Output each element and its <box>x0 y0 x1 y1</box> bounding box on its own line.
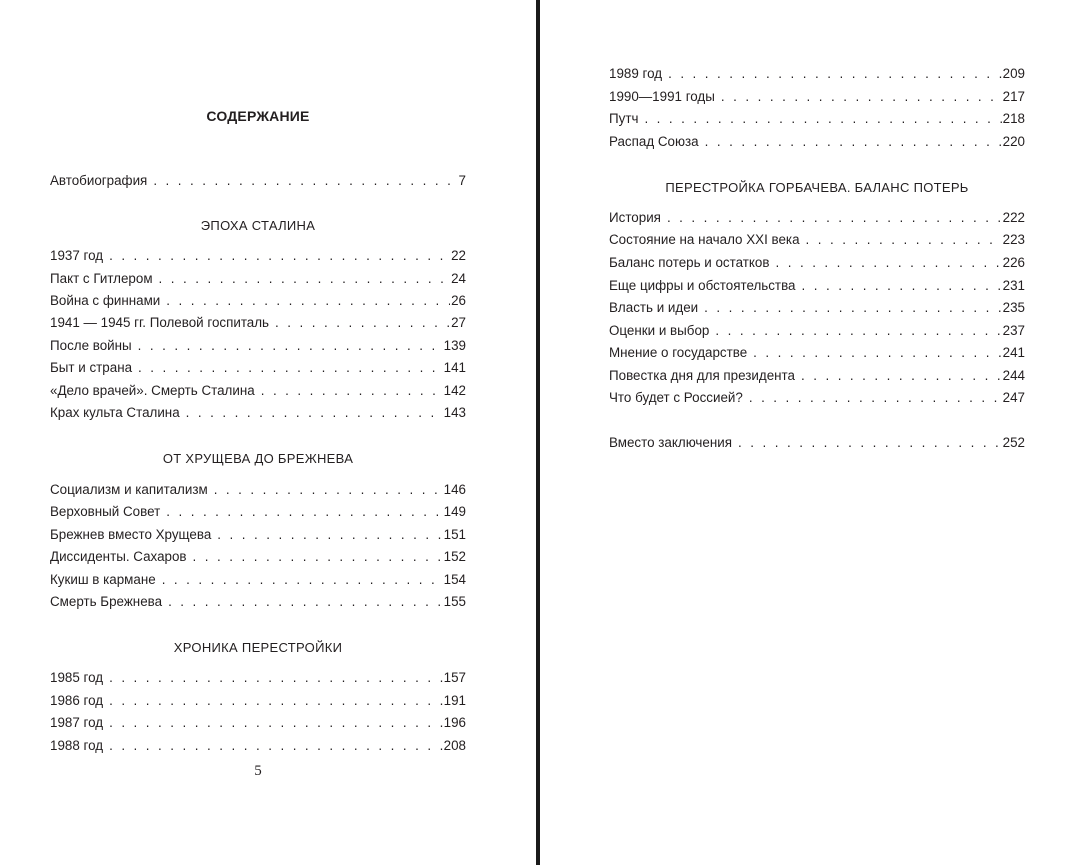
toc-entry-page: 220 <box>1002 134 1025 149</box>
dot-leader <box>705 133 1002 151</box>
right-page-column <box>609 0 1025 865</box>
toc-entry[interactable] <box>50 481 466 499</box>
dot-leader <box>109 692 443 710</box>
toc-entry-title: Быт и страна <box>50 360 133 375</box>
dot-leader <box>214 481 443 499</box>
toc-entry-title: 1941 — 1945 гг. Полевой госпиталь <box>50 315 270 330</box>
dot-leader <box>109 247 450 265</box>
toc-entry[interactable] <box>609 65 1025 83</box>
toc-entry-title: Война с финнами <box>50 293 161 308</box>
dot-leader <box>217 526 442 544</box>
toc-entry-page: 141 <box>443 360 466 375</box>
dot-leader <box>704 299 1002 317</box>
toc-entry[interactable] <box>50 526 466 544</box>
toc-entry[interactable] <box>50 314 466 332</box>
toc-entry-page: 22 <box>451 248 466 263</box>
toc-entry-page: 237 <box>1002 323 1025 338</box>
dot-leader <box>275 314 450 332</box>
toc-entry-page: 209 <box>1002 66 1025 81</box>
toc-entry-page: 139 <box>443 338 466 353</box>
toc-entry-title: Пакт с Гитлером <box>50 271 153 286</box>
section-heading-gorbachev-balance: ПЕРЕСТРОЙКА ГОРБАЧЕВА. БАЛАНС ПОТЕРЬ <box>665 180 969 195</box>
toc-entry[interactable] <box>609 322 1025 340</box>
dot-leader <box>721 88 1002 106</box>
toc-entry-title: Мнение о государстве <box>609 345 748 360</box>
dot-leader <box>715 322 1001 340</box>
toc-entry[interactable] <box>609 209 1025 227</box>
toc-entry[interactable] <box>50 714 466 732</box>
toc-entry-page: 142 <box>443 383 466 398</box>
contents-heading: СОДЕРЖАНИЕ <box>206 108 310 124</box>
toc-entry-title: Брежнев вместо Хрущева <box>50 527 212 542</box>
dot-leader <box>186 404 443 422</box>
dot-leader <box>153 172 457 190</box>
toc-entry[interactable] <box>609 254 1025 272</box>
toc-entry-title: 1988 год <box>50 738 104 753</box>
toc-entry[interactable] <box>609 277 1025 295</box>
toc-entry-page: 217 <box>1002 89 1025 104</box>
toc-entry-page: 146 <box>443 482 466 497</box>
toc-entry-title: Вместо заключения <box>609 435 732 450</box>
dot-leader <box>775 254 1001 272</box>
toc-entry-page: 27 <box>451 315 466 330</box>
dot-leader <box>138 359 443 377</box>
dot-leader <box>261 382 443 400</box>
toc-entry-title: После войны <box>50 338 132 353</box>
toc-entry-title: Распад Союза <box>609 134 699 149</box>
section-heading-khrushchev-brezhnev: ОТ ХРУЩЕВА ДО БРЕЖНЕВА <box>162 451 354 466</box>
toc-entry-title: Диссиденты. Сахаров <box>50 549 187 564</box>
toc-entry-title: Еще цифры и обстоятельства <box>609 278 796 293</box>
toc-entry-page: 149 <box>443 504 466 519</box>
dot-leader <box>668 65 1002 83</box>
toc-entry[interactable] <box>609 133 1025 151</box>
toc-entry[interactable] <box>50 548 466 566</box>
dot-leader <box>644 110 1001 128</box>
toc-entry-page: 191 <box>443 693 466 708</box>
toc-entry-page: 247 <box>1002 390 1025 405</box>
dot-leader <box>109 669 443 687</box>
toc-entry-page: 208 <box>443 738 466 753</box>
toc-entry[interactable] <box>50 503 466 521</box>
toc-entry[interactable] <box>50 247 466 265</box>
toc-entry[interactable] <box>50 359 466 377</box>
toc-entry[interactable] <box>50 404 466 422</box>
dot-leader <box>753 344 1002 362</box>
dot-leader <box>738 434 1002 452</box>
toc-entry-title: 1937 год <box>50 248 104 263</box>
toc-entry-page: 226 <box>1002 255 1025 270</box>
toc-entry-page: 143 <box>443 405 466 420</box>
toc-entry-page: 218 <box>1002 111 1025 126</box>
toc-entry-title: «Дело врачей». Смерть Сталина <box>50 383 255 398</box>
dot-leader <box>806 231 1002 249</box>
toc-entry-title: Оценки и выбор <box>609 323 710 338</box>
toc-entry-page: 231 <box>1002 278 1025 293</box>
toc-entry-title: Повестка дня для президента <box>609 368 795 383</box>
toc-entry[interactable] <box>609 344 1025 362</box>
toc-entry[interactable] <box>609 110 1025 128</box>
toc-entry[interactable] <box>50 692 466 710</box>
dot-leader <box>168 593 443 611</box>
toc-entry-page: 223 <box>1002 232 1025 247</box>
toc-entry-conclusion[interactable] <box>609 434 1025 452</box>
toc-entry[interactable] <box>609 231 1025 249</box>
toc-entry-page: 252 <box>1002 435 1025 450</box>
dot-leader <box>109 714 443 732</box>
toc-entry-title: 1989 год <box>609 66 663 81</box>
toc-entry-page: 155 <box>443 594 466 609</box>
toc-entry[interactable] <box>50 669 466 687</box>
dot-leader <box>159 270 451 288</box>
toc-entry[interactable] <box>609 88 1025 106</box>
toc-entry[interactable] <box>50 292 466 310</box>
toc-entry-title: 1990—1991 годы <box>609 89 715 104</box>
toc-entry-page: 151 <box>443 527 466 542</box>
toc-entry[interactable] <box>50 593 466 611</box>
toc-entry-title: 1986 год <box>50 693 104 708</box>
toc-entry-page: 152 <box>443 549 466 564</box>
toc-entry-page: 154 <box>443 572 466 587</box>
toc-entry-page: 7 <box>458 173 466 188</box>
toc-entry[interactable] <box>50 270 466 288</box>
section-heading-perestroika-chronicle: ХРОНИКА ПЕРЕСТРОЙКИ <box>173 640 343 655</box>
toc-entry-title: Кукиш в кармане <box>50 572 156 587</box>
toc-entry[interactable] <box>609 367 1025 385</box>
dot-leader <box>162 571 443 589</box>
dot-leader <box>166 292 450 310</box>
toc-entry-title: Автобиография <box>50 173 148 188</box>
toc-entry-title: Власть и идеи <box>609 300 699 315</box>
left-page <box>0 0 536 865</box>
toc-entry-page: 222 <box>1002 210 1025 225</box>
toc-entry-page: 241 <box>1002 345 1025 360</box>
toc-entry-title: Верховный Совет <box>50 504 161 519</box>
dot-leader <box>166 503 442 521</box>
toc-entry-title: История <box>609 210 661 225</box>
dot-leader <box>193 548 443 566</box>
toc-entry-title: Крах культа Сталина <box>50 405 180 420</box>
dot-leader <box>801 367 1002 385</box>
toc-entry-title: Социализм и капитализм <box>50 482 208 497</box>
toc-entry[interactable] <box>609 389 1025 407</box>
toc-entry-title: 1985 год <box>50 670 104 685</box>
toc-entry-autobiography[interactable] <box>50 172 466 190</box>
toc-entry[interactable] <box>50 382 466 400</box>
page-number: 5 <box>254 763 262 779</box>
toc-entry-page: 26 <box>451 293 466 308</box>
toc-entry-page: 244 <box>1002 368 1025 383</box>
toc-entry-title: Смерть Брежнева <box>50 594 163 609</box>
toc-entry-title: 1987 год <box>50 715 104 730</box>
toc-entry[interactable] <box>609 299 1025 317</box>
toc-entry[interactable] <box>50 571 466 589</box>
dot-leader <box>667 209 1002 227</box>
right-page <box>540 0 1078 865</box>
dot-leader <box>801 277 1001 295</box>
section-heading-stalin: ЭПОХА СТАЛИНА <box>200 218 316 233</box>
dot-leader <box>749 389 1002 407</box>
toc-entry-page: 157 <box>443 670 466 685</box>
toc-entry-page: 235 <box>1002 300 1025 315</box>
left-page-column <box>50 0 466 865</box>
toc-entry-title: Что будет с Россией? <box>609 390 743 405</box>
toc-entry[interactable] <box>50 737 466 755</box>
toc-entry-page: 196 <box>443 715 466 730</box>
toc-entry[interactable] <box>50 337 466 355</box>
dot-leader <box>109 737 443 755</box>
toc-entry-title: Состояние на начало XXI века <box>609 232 800 247</box>
toc-entry-page: 24 <box>451 271 466 286</box>
toc-entry-title: Баланс потерь и остатков <box>609 255 770 270</box>
toc-entry-title: Путч <box>609 111 639 126</box>
dot-leader <box>138 337 443 355</box>
